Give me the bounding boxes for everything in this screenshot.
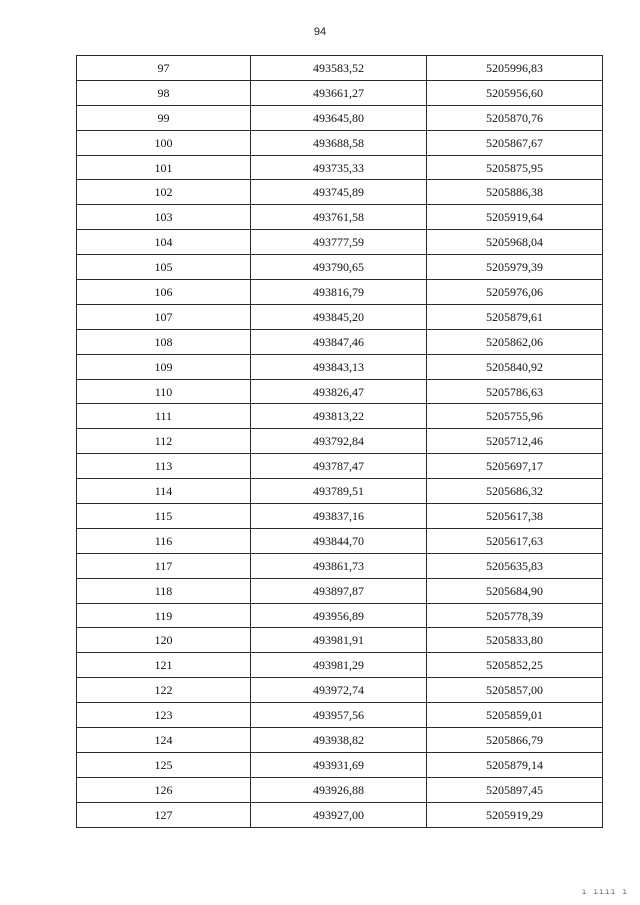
table-row — [77, 230, 603, 255]
point-number-cell: 107 — [77, 304, 251, 329]
y-coordinate-cell: 5205862,06 — [427, 329, 603, 354]
point-number-cell: 119 — [77, 603, 251, 628]
point-number-cell: 114 — [77, 479, 251, 504]
table-row — [77, 404, 603, 429]
point-number-cell: 103 — [77, 205, 251, 230]
point-number-cell: 104 — [77, 230, 251, 255]
point-number-cell: 117 — [77, 553, 251, 578]
x-coordinate-cell: 493861,73 — [251, 553, 427, 578]
table-row — [77, 777, 603, 802]
point-number-cell: 115 — [77, 504, 251, 529]
coordinates-table — [76, 55, 603, 828]
x-coordinate-cell: 493816,79 — [251, 280, 427, 305]
x-coordinate-cell: 493845,20 — [251, 304, 427, 329]
point-number-cell: 99 — [77, 105, 251, 130]
y-coordinate-cell: 5205886,38 — [427, 180, 603, 205]
point-number-cell: 105 — [77, 255, 251, 280]
table-row — [77, 504, 603, 529]
point-number-cell: 116 — [77, 528, 251, 553]
point-number-cell: 125 — [77, 752, 251, 777]
table-row — [77, 205, 603, 230]
x-coordinate-cell: 493837,16 — [251, 504, 427, 529]
y-coordinate-cell: 5205684,90 — [427, 578, 603, 603]
point-number-cell: 112 — [77, 429, 251, 454]
x-coordinate-cell: 493813,22 — [251, 404, 427, 429]
table-row — [77, 80, 603, 105]
y-coordinate-cell: 5205879,61 — [427, 304, 603, 329]
table-row — [77, 603, 603, 628]
x-coordinate-cell: 493745,89 — [251, 180, 427, 205]
point-number-cell: 113 — [77, 454, 251, 479]
table-row — [77, 728, 603, 753]
table-row — [77, 802, 603, 827]
table-row — [77, 628, 603, 653]
y-coordinate-cell: 5205919,29 — [427, 802, 603, 827]
point-number-cell: 111 — [77, 404, 251, 429]
y-coordinate-cell: 5205859,01 — [427, 703, 603, 728]
table-row — [77, 180, 603, 205]
x-coordinate-cell: 493931,69 — [251, 752, 427, 777]
table-row — [77, 155, 603, 180]
x-coordinate-cell: 493792,84 — [251, 429, 427, 454]
y-coordinate-cell: 5205755,96 — [427, 404, 603, 429]
coordinates-table-body — [77, 56, 603, 828]
point-number-cell: 127 — [77, 802, 251, 827]
y-coordinate-cell: 5205697,17 — [427, 454, 603, 479]
point-number-cell: 126 — [77, 777, 251, 802]
x-coordinate-cell: 493787,47 — [251, 454, 427, 479]
x-coordinate-cell: 493789,51 — [251, 479, 427, 504]
table-row — [77, 553, 603, 578]
point-number-cell: 108 — [77, 329, 251, 354]
table-row — [77, 578, 603, 603]
table-row — [77, 752, 603, 777]
point-number-cell: 98 — [77, 80, 251, 105]
table-row — [77, 329, 603, 354]
y-coordinate-cell: 5205870,76 — [427, 105, 603, 130]
table-row — [77, 379, 603, 404]
y-coordinate-cell: 5205617,63 — [427, 528, 603, 553]
y-coordinate-cell: 5205875,95 — [427, 155, 603, 180]
y-coordinate-cell: 5205852,25 — [427, 653, 603, 678]
table-row — [77, 653, 603, 678]
point-number-cell: 110 — [77, 379, 251, 404]
point-number-cell: 97 — [77, 56, 251, 81]
table-row — [77, 280, 603, 305]
table-row — [77, 56, 603, 81]
x-coordinate-cell: 493972,74 — [251, 678, 427, 703]
x-coordinate-cell: 493583,52 — [251, 56, 427, 81]
point-number-cell: 122 — [77, 678, 251, 703]
table-row — [77, 304, 603, 329]
point-number-cell: 106 — [77, 280, 251, 305]
point-number-cell: 102 — [77, 180, 251, 205]
x-coordinate-cell: 493938,82 — [251, 728, 427, 753]
y-coordinate-cell: 5205617,38 — [427, 504, 603, 529]
table-row — [77, 528, 603, 553]
x-coordinate-cell: 493897,87 — [251, 578, 427, 603]
x-coordinate-cell: 493777,59 — [251, 230, 427, 255]
point-number-cell: 123 — [77, 703, 251, 728]
table-row — [77, 479, 603, 504]
y-coordinate-cell: 5205867,67 — [427, 130, 603, 155]
table-row — [77, 354, 603, 379]
y-coordinate-cell: 5205857,00 — [427, 678, 603, 703]
x-coordinate-cell: 493661,27 — [251, 80, 427, 105]
x-coordinate-cell: 493847,46 — [251, 329, 427, 354]
y-coordinate-cell: 5205919,64 — [427, 205, 603, 230]
y-coordinate-cell: 5205686,32 — [427, 479, 603, 504]
y-coordinate-cell: 5205635,83 — [427, 553, 603, 578]
table-row — [77, 255, 603, 280]
x-coordinate-cell: 493826,47 — [251, 379, 427, 404]
point-number-cell: 124 — [77, 728, 251, 753]
y-coordinate-cell: 5205866,79 — [427, 728, 603, 753]
page-number: 94 — [313, 26, 327, 38]
y-coordinate-cell: 5205879,14 — [427, 752, 603, 777]
point-number-cell: 109 — [77, 354, 251, 379]
point-number-cell: 120 — [77, 628, 251, 653]
y-coordinate-cell: 5205996,83 — [427, 56, 603, 81]
x-coordinate-cell: 493927,00 — [251, 802, 427, 827]
table-row — [77, 454, 603, 479]
y-coordinate-cell: 5205976,06 — [427, 280, 603, 305]
x-coordinate-cell: 493844,70 — [251, 528, 427, 553]
x-coordinate-cell: 493926,88 — [251, 777, 427, 802]
x-coordinate-cell: 493645,80 — [251, 105, 427, 130]
x-coordinate-cell: 493688,58 — [251, 130, 427, 155]
point-number-cell: 101 — [77, 155, 251, 180]
y-coordinate-cell: 5205712,46 — [427, 429, 603, 454]
table-row — [77, 105, 603, 130]
y-coordinate-cell: 5205778,39 — [427, 603, 603, 628]
y-coordinate-cell: 5205840,92 — [427, 354, 603, 379]
table-row — [77, 130, 603, 155]
y-coordinate-cell: 5205956,60 — [427, 80, 603, 105]
y-coordinate-cell: 5205968,04 — [427, 230, 603, 255]
point-number-cell: 121 — [77, 653, 251, 678]
table-row — [77, 429, 603, 454]
y-coordinate-cell: 5205786,63 — [427, 379, 603, 404]
x-coordinate-cell: 493735,33 — [251, 155, 427, 180]
x-coordinate-cell: 493981,29 — [251, 653, 427, 678]
x-coordinate-cell: 493761,58 — [251, 205, 427, 230]
y-coordinate-cell: 5205979,39 — [427, 255, 603, 280]
table-row — [77, 678, 603, 703]
x-coordinate-cell: 493843,13 — [251, 354, 427, 379]
x-coordinate-cell: 493956,89 — [251, 603, 427, 628]
y-coordinate-cell: 5205897,45 — [427, 777, 603, 802]
x-coordinate-cell: 493790,65 — [251, 255, 427, 280]
x-coordinate-cell: 493981,91 — [251, 628, 427, 653]
point-number-cell: 100 — [77, 130, 251, 155]
footer-mark: ı ıııı ı — [581, 888, 628, 897]
point-number-cell: 118 — [77, 578, 251, 603]
y-coordinate-cell: 5205833,80 — [427, 628, 603, 653]
table-row — [77, 703, 603, 728]
x-coordinate-cell: 493957,56 — [251, 703, 427, 728]
